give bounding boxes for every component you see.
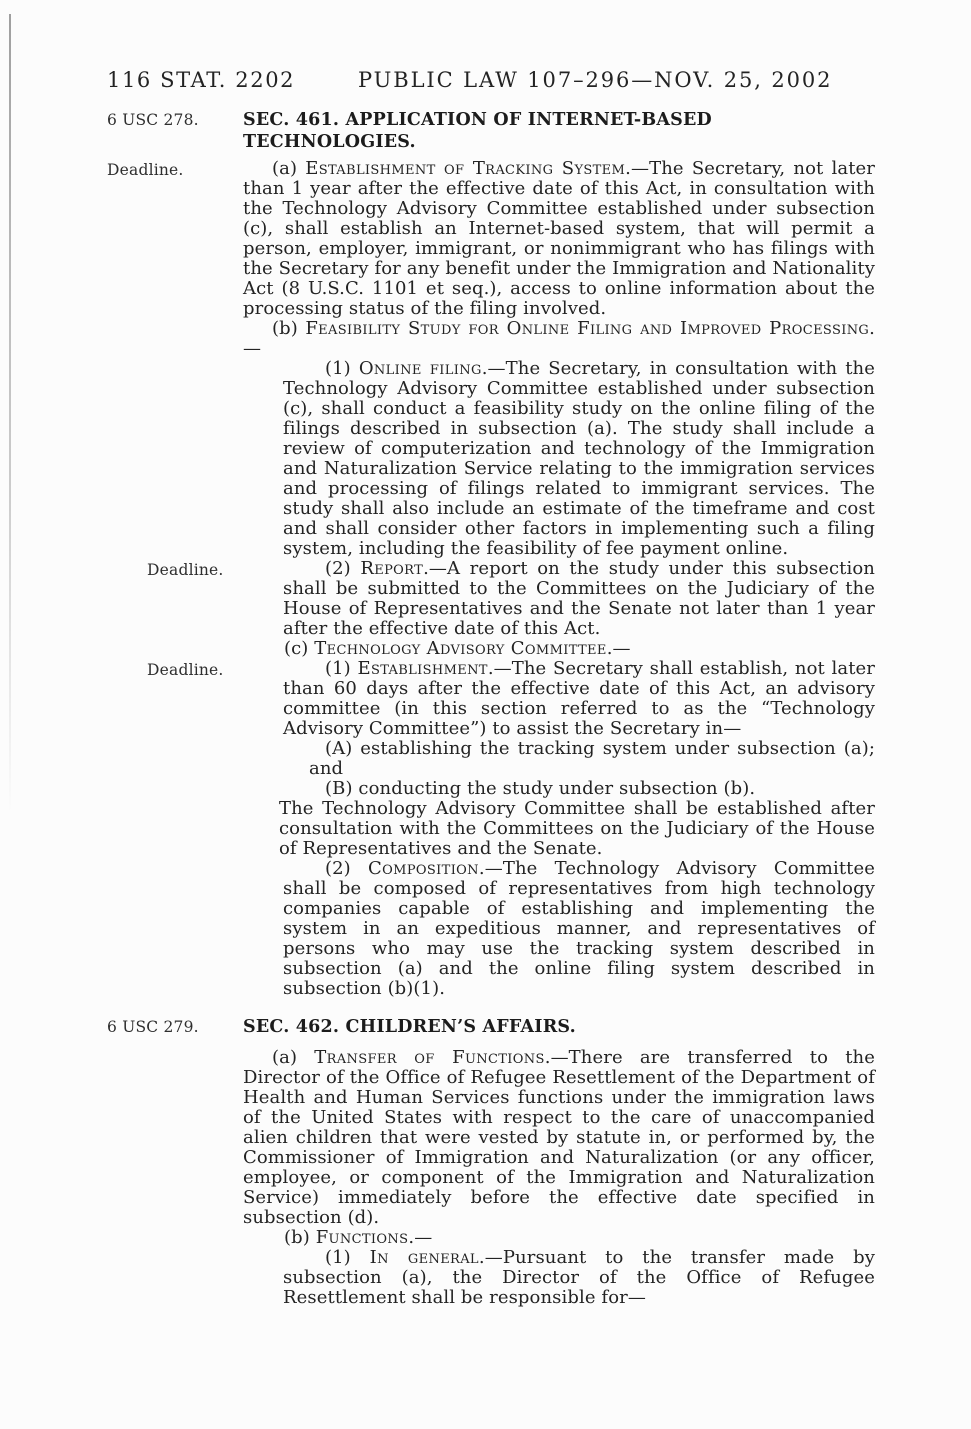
text-run: (1) (325, 658, 358, 679)
statute-paragraph (309, 739, 875, 779)
section-heading (107, 1016, 875, 1038)
statute-paragraph (243, 1048, 875, 1228)
text-run: (2) (325, 858, 369, 879)
running-head (0, 67, 971, 95)
public-law-label: PUBLIC LAW 107–296—NOV. 25, 2002 (358, 68, 833, 92)
margin-note: 6 USC 279. (107, 1018, 199, 1036)
text-run: .—The Technology Advisory Committee shall be composed of representatives from high technology companies capable of establishing and implementing the system in an expeditious manner, and representatives of persons who may use the tracking system described in subsection (a) and the online filing system described in subsection (b)(1). (283, 858, 875, 999)
text-run: SEC. 461. APPLICATION OF INTERNET-BASED TECHNOLOGIES. (243, 110, 712, 152)
small-caps-run: Online filing (358, 358, 482, 379)
text-run: (1) (325, 1247, 370, 1268)
small-caps-run: Report (360, 558, 424, 579)
text-run: (c) (284, 638, 315, 659)
statute-paragraph (283, 359, 875, 559)
text-run: (1) (325, 358, 359, 379)
stat-page-label: 116 STAT. 2202 (107, 68, 296, 92)
text-run: .—There are transferred to the Director of the Office of Refugee Resettlement of the Department of Health and Human Services functions under the immigration laws of the United States with respect to the care of unaccompanied alien children that were vested by statute in, or performed by, the Commissioner of Immigration and Naturalization (or any officer, employee, or component of the Immigration and Naturalization Service) immediately before the effective date specified in subsection (d). (243, 1047, 875, 1228)
text-run: .— (243, 318, 875, 359)
small-caps-run: Transfer of Functions (314, 1047, 545, 1068)
margin-note: Deadline. (147, 561, 224, 579)
small-caps-run: Functions (315, 1227, 409, 1248)
statute-paragraph (283, 859, 875, 999)
statute-paragraph (243, 1228, 875, 1248)
document-body (107, 105, 876, 1308)
text-run: (2) (325, 558, 361, 579)
statute-paragraph (283, 1248, 875, 1308)
small-caps-run: Establishment of Tracking System (305, 158, 626, 179)
text-run: .—Pursuant to the transfer made by subsection (a), the Director of the Office of Refugee Resettlement shall be responsible for— (283, 1247, 875, 1308)
statute-paragraph (309, 779, 875, 799)
margin-note: 6 USC 278. (107, 111, 199, 129)
scan-artifact-line (9, 14, 11, 814)
small-caps-run: Technology Advisory Committee (314, 638, 607, 659)
small-caps-run: In general (369, 1247, 479, 1268)
text-run: (a) (272, 158, 306, 179)
margin-note: Deadline. (147, 661, 224, 679)
section-heading (107, 109, 875, 153)
text-run: .—The Secretary shall establish, not later than 60 days after the effective date of this Act, an advisory committee (in this section referred to as the “Technology Advisory Committee”) to assist the Secretary in— (283, 658, 876, 739)
statute-paragraph (243, 319, 875, 359)
small-caps-run: Composition (368, 858, 479, 879)
statute-paragraph (147, 658, 876, 739)
text-run: .— (606, 638, 631, 659)
text-run: The Technology Advisory Committee shall be established after consultation with the Committees on the Judiciary of the House of Representatives and the Senate. (279, 798, 875, 859)
statute-paragraph (147, 558, 875, 639)
text-run: (a) (272, 1047, 315, 1068)
text-run: .— (408, 1227, 433, 1248)
text-run: .—The Secretary, in consultation with the Technology Advisory Committee established under subsection (c), shall conduct a feasibility study on the online filing of the filings described in subsection (a). The study shall include a review of computerization and technology of the Immigration and Naturalization Service relating to the immigration services and processing of filings related to immigrant services. The study shall also include an estimate of the timeframe and cost and shall consider other factors in implementing such a filing system, including the feasibility of fee payment online. (283, 358, 875, 559)
margin-note: Deadline. (107, 161, 184, 179)
small-caps-run: Feasibility Study for Online Filing and Improved Processing (305, 318, 870, 339)
statute-paragraph (107, 158, 875, 319)
text-run: (b) (284, 1227, 316, 1248)
text-run: (A) establishing the tracking system under subsection (a); and (309, 738, 875, 779)
text-run: SEC. 462. CHILDREN’S AFFAIRS. (243, 1017, 576, 1037)
statute-paragraph (279, 799, 875, 859)
statute-paragraph (243, 639, 875, 659)
text-run: .—A report on the study under this subsection shall be submitted to the Committees on the Judiciary of the House of Representatives and the Senate not later than 1 year after the effective date of this Act. (283, 558, 875, 639)
text-run: .—The Secretary, not later than 1 year after the effective date of this Act, in consultation with the Technology Advisory Committee established under subsection (c), shall establish an Internet-based system, that will permit a person, employer, immigrant, or nonimmigrant who has filings with the Secretary for any benefit under the Immigration and Nationality Act (8 U.S.C. 1101 et seq.), access to online information about the processing status of the filing involved. (243, 158, 875, 319)
text-run: (b) (272, 318, 306, 339)
text-run: (B) conducting the study under subsection (b). (325, 778, 756, 799)
small-caps-run: Establishment (357, 658, 488, 679)
